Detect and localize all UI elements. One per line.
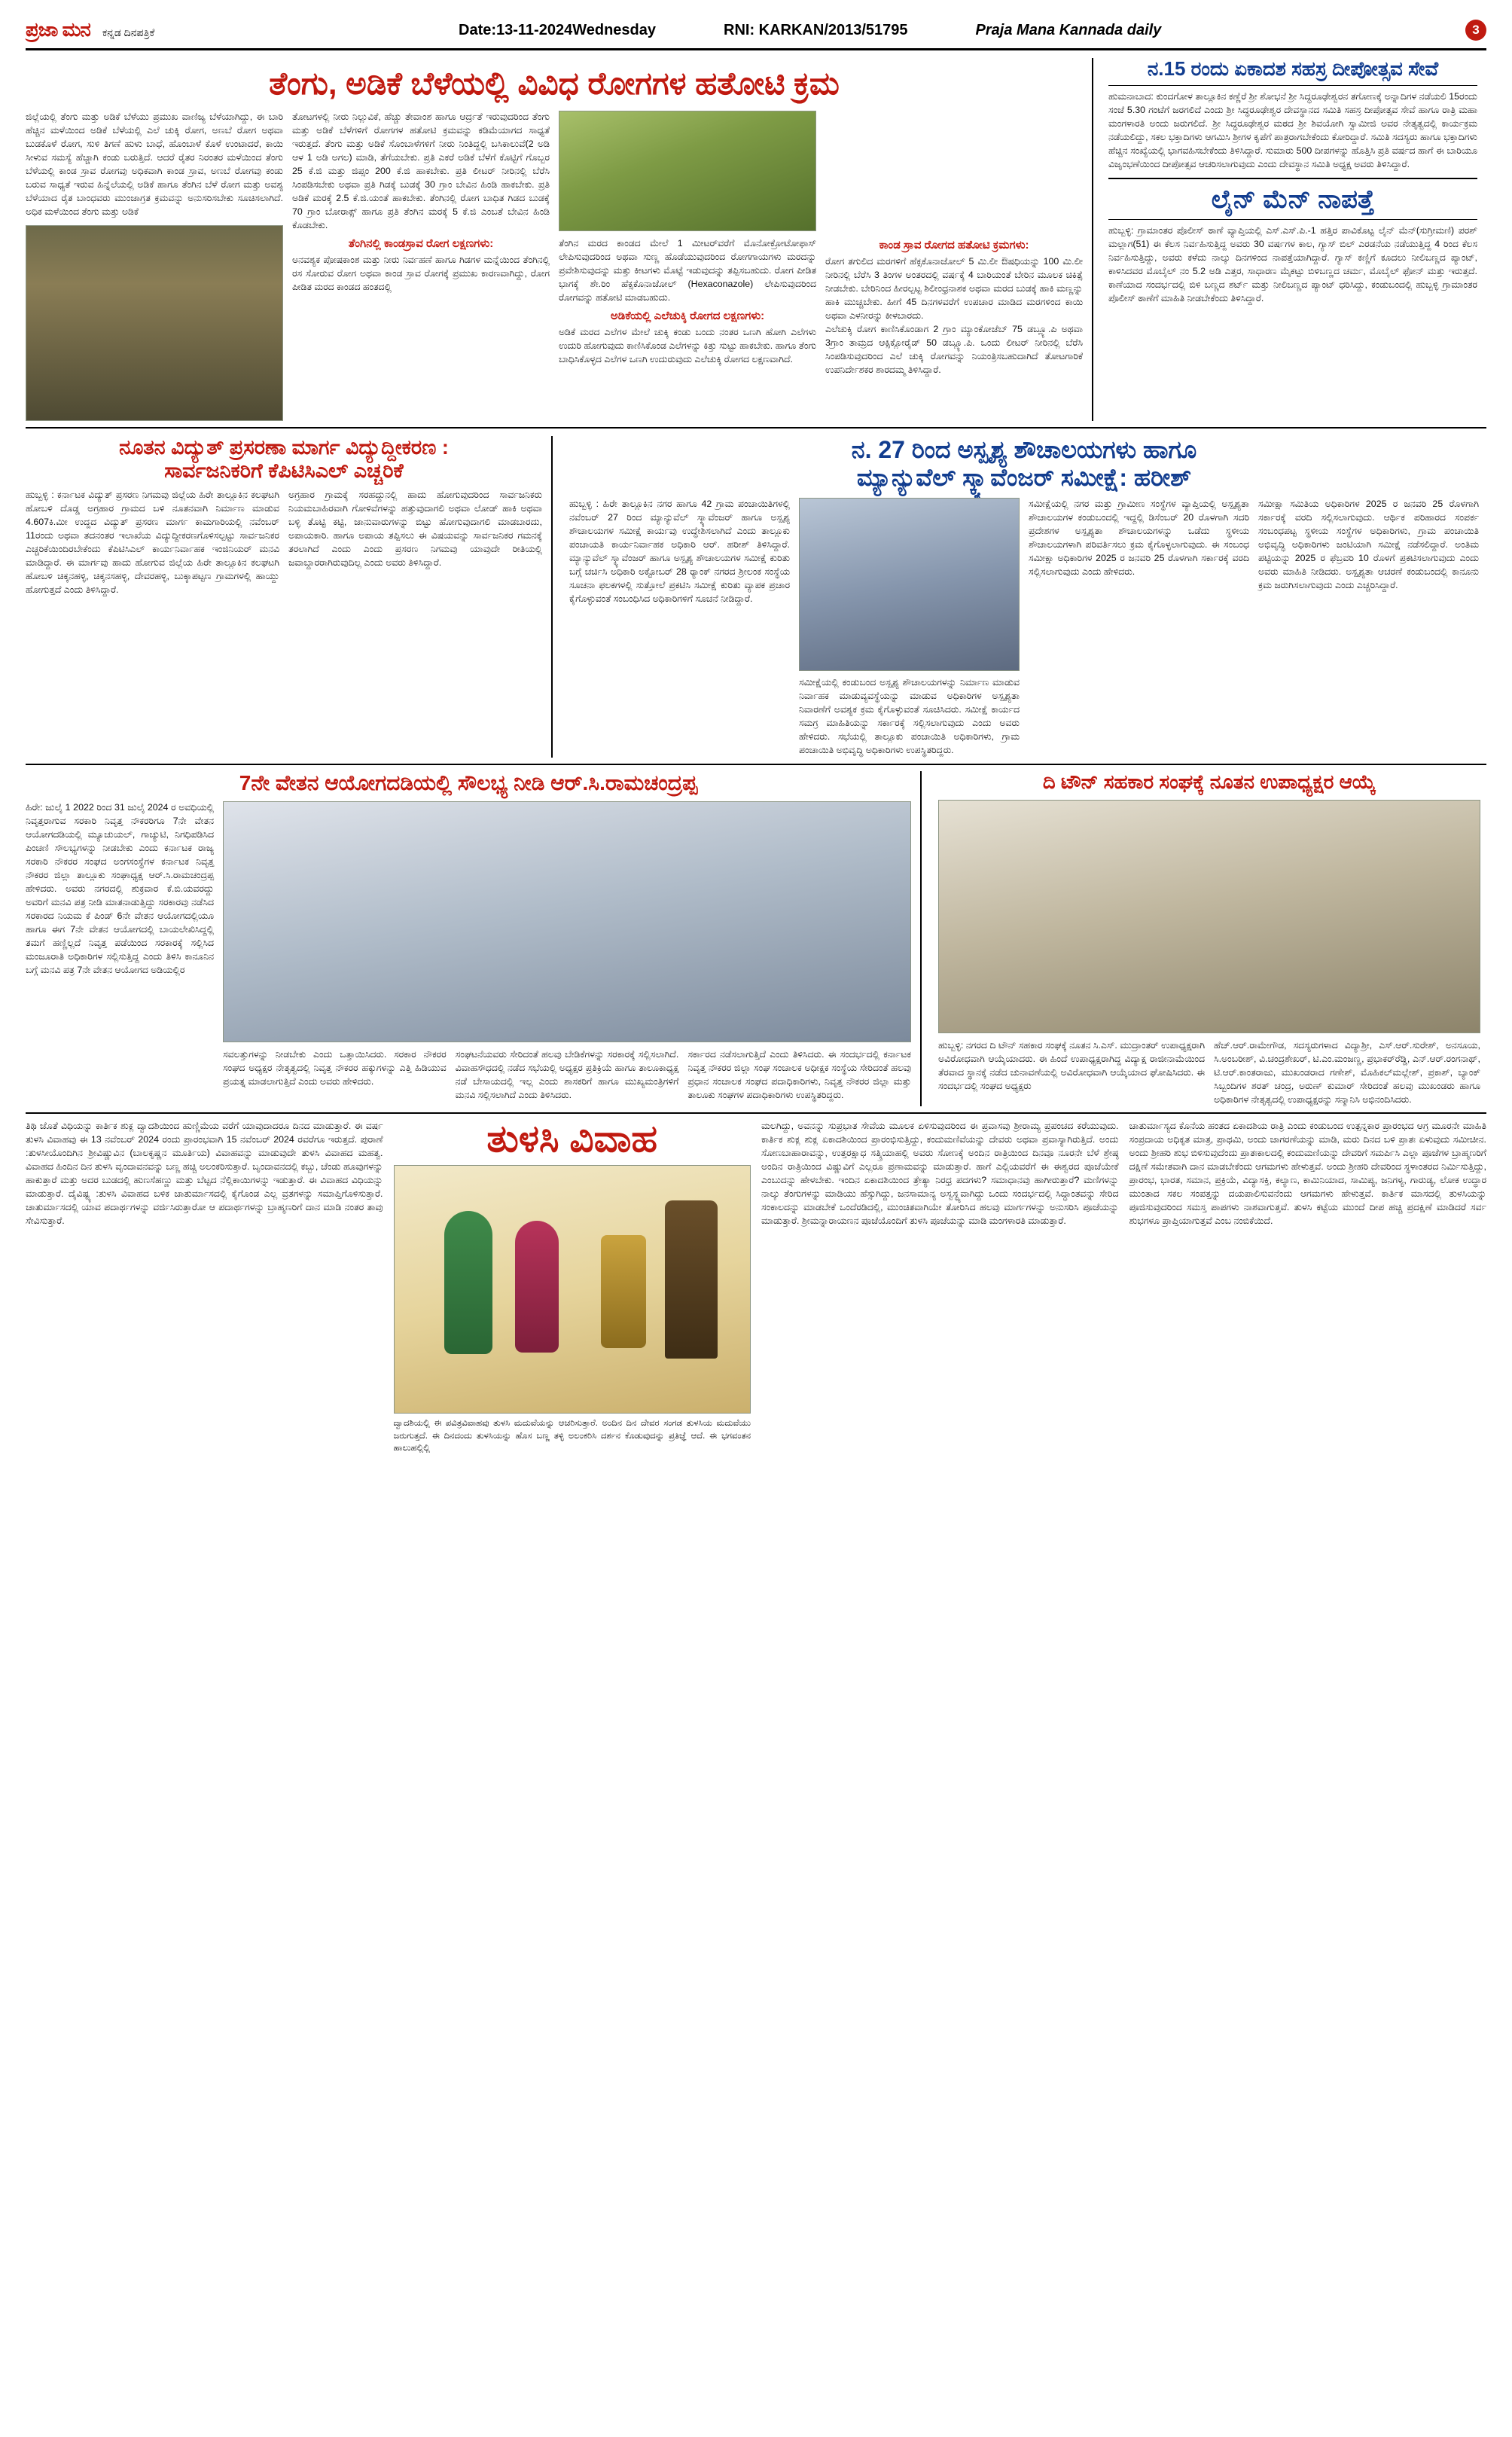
- tulsi-vivah-illustration: [394, 1165, 751, 1414]
- lead-col3-text: ತೆಂಗಿನ ಮರದ ಕಾಂಡದ ಮೇಲೆ 1 ಮೀಟರ್‌ವರೆಗೆ ಮೊನೋಕ್ರೋಟೋಫಾಸ್ ಲೇಪಿಸುವುದರಿಂದ ಅಥವಾ ಸುಣ್ಣ ಹೊಡೆಯುವುದರಿಂದ ರೋಗಗಾಯಗಳು ಮರದನ್ನು ಪ್ರವೇಶಿಸುವುದನ್ನು ಮತ್ತು ಕೀಟಗಳು ಮೊಟ್ಟೆ ಇಡುವುದನ್ನು ತಪ್ಪಿಸಬಹುದು. ರೋಗ ಪೀಡಿತ ಭಾಗಕ್ಕೆ ಶೇ.ರಿಂ ಹೆಕ್ಸಕೊನಾಜೋಲ್ (Hexaconazole) ಲೇಪಿಸುವುದರಿಂದ ರೋಗವನ್ನು ಹತೋಟಿ ಮಾಡಬಹುದು.: [559, 238, 816, 303]
- right-rail: [1101, 58, 1477, 421]
- lead-col4-subhead: ಕಾಂಡ ಸ್ರಾವ ರೋಗದ ಹತೋಟಿ ಕ್ರಮಗಳು:: [879, 239, 1029, 252]
- kptcl-article: [26, 436, 553, 758]
- lead-col2-subbody: ಅನವಶ್ಯಕ ಪೋಷಕಾಂಶ ಮತ್ತು ನೀರು ನಿರ್ವಹಣೆ ಹಾಗೂ ಗಿಡಗಳ ಮನ್ನೆಯಿಂದ ತೆಂಗಿನಲ್ಲಿ ರಸ ಸೋರುವ ರೋಗ ಅಥವಾ ಕಾಂಡ ಸ್ರಾವ ರೋಗಕ್ಕೆ ಪ್ರಮುಖ ಕಾರಣವಾಗಿದ್ದು, ರೋಗ ಪೀಡಿತ ಮರದ ಕಾಂಡದ ಹಂತದಲ್ಲಿ: [292, 255, 550, 293]
- survey-col1: ಹುಬ್ಬಳ್ಳಿ : ಹಿರೇ ತಾಲ್ಲೂಕಿನ ನಗರ ಹಾಗೂ 42 ಗ್ರಾಮ ಪಂಚಾಯಿತಿಗಳಲ್ಲಿ ನವೆಂಬರ್ 27 ರಿಂದ ಮ್ಯಾನ್ಯುವೆಲ್ ಸ್ಕ್ಯಾವೆಂಜರ್ ಹಾಗೂ ಅಸ್ಪೃಶ್ಯ ಶೌಚಾಲಯಗಳ ಸಮೀಕ್ಷೆ ಕಾರ್ಯವು ಉದ್ಧೇಶಿಸಲಾಗಿದೆ ಎಂದು ತಾಲ್ಲೂಕು ಪಂಚಾಯತಿ ಕಾರ್ಯನಿರ್ವಾಹಕ ಅಧಿಕಾರಿ ಆರ್. ಹರೀಶ್ ತಿಳಿಸಿದ್ದಾರೆ. ಮ್ಯಾನ್ಯುವೆಲ್ ಸ್ಕ್ಯಾವೆಂಜರ್ ಹಾಗೂ ಅಸ್ಪೃಶ್ಯ ಶೌಚಾಲಯಗಳ ಸಮೀಕ್ಷೆ ಕುರಿತು ಬಗ್ಗೆ ಚರ್ಚಿಸಿ ಅಧಿಕಾರಿ ಅಕ್ಟೋಬರ್ 28 ರ‍್ಯಾಂಕ್ ನಗರದ ಶ್ರೀಲಂಕ ಸಂಸ್ಥೆಯ ಸೂಚನಾ ಫಲಕಗಳಲ್ಲಿ ಸುತ್ತೋಲೆ ಪ್ರಕಟಿಸಿ ಸಮೀಕ್ಷೆ ಕುರಿತು ವ್ಯಾಪಕ ಪ್ರಚಾರ ಕೈಗೊಳ್ಳುವಂತೆ ಸಂಬಂಧಿಸಿದ ಅಧಿಕಾರಿಗಳಿಗೆ ಸೂಚನೆ ನೀಡಿದ್ದಾರೆ.: [569, 498, 790, 604]
- tulsi-col-1: [26, 1120, 383, 1453]
- tulsi-col4-text: ಚಾತುರ್ಮಾಸ್ಯದ ಕೊನೆಯ ಹಂತದ ಏಕಾದಶಿಯ ರಾತ್ರಿ ಎಂದು ಕಂಡುಬಂದ ಉತ್ಪನ್ನಕಾರ ಪ್ರಾರಂಭದ ಆಗ್ರ ಮೂರನೇ ಮಾಹಿತಿ ಸಂಪ್ರದಾಯ ಅಧಿಕೃತ ಮಾತ್ರ, ಪ್ರಾಥಮಿ, ಅಂದು ಜಾಗರಣೆಯನ್ನು ಮಾಡಿ, ಮರು ದಿನದ ಬಳಿ ಪ್ರಾತಃ ಏಳುವುದು ಸಮೀಚೀನ. ಅಂದು ಶ್ರೀಹರಿ ಶುಭ ಬಿಳಿಸುವುದೆಂದು ಪ್ರಾತಃಕಾಲದಲ್ಲಿ ಕಂದುಮಣಿಯನ್ನು ದೇವರಿಗೆ ಸಮರ್ಪಿಸಿ ಎಲ್ಲಾ ಪೂಜೆಗಳ ಬ್ರಾಹ್ಮಣರಿಗೆ ದಕ್ಷಿಣೆ ಸಮೇತವಾಗಿ ದಾನ ಮಾಡಬೇಕೆಂದು ಆಗಮಗಳು ಹೇಳುತ್ತವೆ. ಅಂದು ಶ್ರೀಹರಿ ದೇವರಿಂದ ಸ್ಥಳಾಂತರದ ನಿರ್ಮಿಸುತ್ತಿದ್ದು, ಪ್ರಾರಂಭ, ಭಾರತ, ಸಮಾನ, ಪ್ರಕ್ರಿಯೆ, ವಿದ್ಯಾಸಕ್ತಿ, ಕಲ್ಯಾಣ, ಕಾಮಿನಿಯಾದ, ಸಾಮಿಪ್ಯ, ಜನಿಗಳ್ಯ, ಗಾರುಡ್ಯ, ಲೋಕ ಉದ್ಧಾರ ಮುಂತಾದ ಸಕಲ ಸಂಪತ್ತನ್ನು ದಯಪಾಲಿಸುವನೆಂದು ಆಗಮಗಳು ಹೇಳುತ್ತವೆ. ಕಾರ್ತಿಕ ಮಾಸದಲ್ಲಿ ತುಳಸಿಯನ್ನು ಪೂಜಿಸುವುದರಿಂದ ಸಮಸ್ತ ಪಾಪಗಳು ನಾಶವಾಗುತ್ತವೆ. ತುಳಸಿ ಕಟ್ಟೆಯ ಮುಂದೆ ದೀಪ ಹಚ್ಚಿ ಪ್ರದಕ್ಷಿಣೆ ಮಾಡಿದರೆ ಸರ್ವ ಶುಭಗಳೂ ಪ್ರಾಪ್ತಿಯಾಗುತ್ತವೆ ಎಂಬ ನಂಬಿಕೆಯಿದೆ.: [1129, 1121, 1486, 1227]
- lead-column-2: [292, 111, 550, 421]
- survey-col3: ಸಮೀಕ್ಷೆಯಲ್ಲಿ ನಗರ ಮತ್ತು ಗ್ರಾಮೀಣ ಸಂಸ್ಥೆಗಳ ವ್ಯಾಪ್ತಿಯಲ್ಲಿ ಅಸ್ಪೃಶ್ಯತಾ ಶೌಚಾಲಯಗಳ ಕಂಡುಬಂದಲ್ಲಿ ಇದ್ದಲ್ಲಿ ಡಿಸೆಂಬರ್ 20 ರೊಳಗಾಗಿ ಸದರಿ ಪ್ರದೇಶಗಳ ಅಸ್ಪೃಶ್ಯತಾ ಶೌಚಾಲಯಗಳನ್ನು ಒಡೆದು ಸ್ಥಳೀಯ ಶೌಚಾಲಯಗಳಾಗಿ ಪರಿವರ್ತಿಸಲು ಕ್ರಮ ಕೈಗೊಳ್ಳಲಾಗುವುದು. ಈ ಸಂಬಂಧ ಸಮೀಕ್ಷಾ ಅಧಿಕಾರಿಗಳ 2025 ರ ಜನವರಿ 25 ರೊಳಗಾಗಿ ಸರ್ಕಾರಕ್ಕೆ ವರದಿ ಸಲ್ಲಿಸಲಾಗುವುದು ಎಂದು ಹೇಳಿದರು.: [1029, 498, 1249, 577]
- lead-columns: [26, 111, 1083, 421]
- lead-col3-subhead: ಅಡಿಕೆಯಲ್ಲಿ ಎಲೆಚುಕ್ಕಿ ರೋಗದ ಲಕ್ಷಣಗಳು:: [610, 310, 765, 323]
- masthead: [26, 18, 1486, 50]
- lead-col1-text: ಜಿಲ್ಲೆಯಲ್ಲಿ ತೆಂಗು ಮತ್ತು ಅಡಿಕೆ ಬೆಳೆಯು ಪ್ರಮುಖ ವಾಣಿಜ್ಯ ಬೆಳೆಯಾಗಿದ್ದು, ಈ ಬಾರಿ ಹೆಚ್ಚಿನ ಮಳೆಯಿಂದ ಅಡಿಕೆ ಬೆಳೆಯಲ್ಲಿ ಎಲೆ ಚುಕ್ಕಿ ರೋಗ, ಅಣಬೆ ರೋಗ ಅಥವಾ ಬುಡಕೊಳೆ ರೋಗ, ಸುಳಿ ತಿಗಣೆ ಹುಳು ಬಾಧೆ, ಹೊಂಬಾಳೆ ಕೊಳೆ ಉಂಟಾದರೆ, ಕಾಯಿ ಸೀಳುವ ಸಮಸ್ಯೆ ಹೆಚ್ಚಾಗಿ ಕಂಡು ಬರುತ್ತಿದೆ. ಆದರೆ ರೈತರ ನಿರಂತರ ಮಳೆಯಿಂದ ತೆಂಗು ಬೆಳೆಯಲ್ಲಿ ಕಾಂಡ ಸ್ರಾವ ರೋಗವು ಅಧಿಕವಾಗಿ ಕಾಂಡ ಸ್ರಾವ, ಅಣಬೆ ರೋಗವು ಕಂಡು ಬರುವ ಸಾಧ್ಯತೆ ಇರುವ ಹಿನ್ನೆಲೆಯಲ್ಲಿ ಅಡಿಕೆ ಹಾಗೂ ತೆಂಗಿನ ಬೆಳೆ ರೋಗ ಮತ್ತು ಅವಶ್ಯ ಬೆಳೆಯಾದ ರೈತ ಬಾಂಧವರು ಮುಂಜಾಗ್ರತ ಕ್ರಮವನ್ನು ಅನುಸರಿಸಬೇಕು ಸೂಚಿಸಲಾಗಿದೆ. ಅಧಿಕ ಮಳೆಯಿಂದ ತೆಂಗು ಮತ್ತು ಅಡಿಕೆ: [26, 111, 283, 218]
- right-top-headline: ನ.15 ರಂದು ಏಕಾದಶ ಸಹಸ್ರ ದೀಪೋತ್ಸವ ಸೇವೆ: [1147, 57, 1439, 80]
- right-top-body: ಹುಮನಾಬಾದ: ಕುಂದಗೋಳ ತಾಲ್ಲೂಕಿನ ಕಣ್ಣೆರೆ ಶ್ರೀ ಶೋಭನೆ ಶ್ರೀ ಸಿದ್ಧರೂಢೇಶ್ವರನ ತಗೋಣಕ್ಕೆ ಅನ್ನಾದಿಗಳ ನಡೆಯಲಿ 15ರಂದು ಸಂಜೆ 5.30 ಗಂಟೆಗೆ ಜರಗಲಿದೆ ಎಂದು ಶ್ರೀ ಸಿದ್ಧರೂಢೇಶ್ವರ ದೇವಸ್ಥಾನದ ಸಮಿತಿ ಸಹಸ್ರ ದೀಪೋತ್ಸವ ಸೇವೆ ಹಾಗೂ ರಾತ್ರಿ ಮಹಾ ಮಂಗಳಾರತಿ ಅಂದು ಜರುಗಲಿದೆ. ಶ್ರೀ ಸಿದ್ಧರೂಢೇಶ್ವರ ಮಠದ ಶ್ರೀ ಶಿವಯೋಗಿ ಸ್ವಾಮೀಜಿ ಅವರ ನೇತೃತ್ವದಲ್ಲಿ ಕಾರ್ಯಕ್ರಮ ನಡೆಯಲಿದ್ದು, ಸಕಲ ಭಕ್ತಾದಿಗಳು ಆಗಮಿಸಿ ಶ್ರೀಗಳ ಕೃಪೆಗೆ ಪಾತ್ರರಾಗಬೇಕೆಂದು ಕೋರಿದ್ದಾರೆ. ಸಮಿತಿ ಸದಸ್ಯರು ಹಾಗೂ ಭಕ್ತಾದಿಗಳು ಹೆಚ್ಚಿನ ಸಂಖ್ಯೆಯಲ್ಲಿ ಭಾಗವಹಿಸಬೇಕೆಂದು ತಿಳಿಸಿದ್ದಾರೆ. ಸುಮಾರು 500 ದೀಪಗಳನ್ನು ಹೊತ್ತಿಸಿ ಪ್ರತಿ ವರ್ಷದ ಹಾಗೆ ಈ ಬಾರಿಯೂ ವಿಜೃಂಭಣೆಯಿಂದ ದೀಪೋತ್ಸವ ಆಚರಿಸಲಾಗುವುದು ಎಂದು ದೇವಸ್ಥಾನ ಸಮಿತಿ ಅಧ್ಯಕ್ಷ ಅವರು ತಿಳಿಸಿದ್ದಾರೆ.: [1108, 90, 1477, 169]
- tulsi-vrindavan-icon: [665, 1200, 718, 1359]
- kptcl-headline-2: ಸಾರ್ವಜನಿಕರಿಗೆ ಕೆಪಿಟಿಸಿಎಲ್ ಎಚ್ಚರಿಕೆ: [164, 459, 404, 483]
- survey-headline-2: ಮ್ಯಾನ್ಯುವೆಲ್ ಸ್ಕ್ಯಾವೆಂಜರ್ ಸಮೀಕ್ಷೆ: ಹರೀಶ್: [856, 463, 1192, 491]
- scavenger-survey-article: [562, 436, 1479, 758]
- pension-col3: ಸಂಘಟನೆಯವರು ಸೇರಿದಂತೆ ಹಲವು ಬೇಡಿಕೆಗಳನ್ನು ಸರಕಾರಕ್ಕೆ ಸಲ್ಲಿಸಲಾಗಿದೆ. ವಿವಾಹಸೌಧದಲ್ಲಿ ನಡೆದ ಸಭೆಯಲ್ಲಿ ಅಧ್ಯಕ್ಷರ ಪ್ರತಿಕ್ರಿಯೆ ಹಾಗೂ ತಾಲೂಕಾಧ್ಯಕ್ಷ ನಡೆ ಬೇಸಾಯದಲ್ಲಿ ಇಲ್ಲ ಎಂದು ಶಾಸಕರಿಗೆ ಹಾಗೂ ಮುಖ್ಯಮಂತ್ರಿಗಳಿಗೆ ಮನವಿ ಸಲ್ಲಿಸಲಾಗಿದೆ ಎಂದು ತಿಳಿಸಿದರು.: [455, 1048, 679, 1100]
- lead-article: [26, 58, 1093, 421]
- pension-photo-and-text: [223, 801, 911, 1103]
- middle-section: [26, 436, 1486, 758]
- pension-headline: 7ನೇ ವೇತನ ಆಯೋಗದಡಿಯಲ್ಲಿ ಸೌಲಭ್ಯ ನೀಡಿ ಆರ್.ಸಿ.ರಾಮಚಂದ್ರಪ್ಪ: [239, 770, 698, 795]
- pension-col2: ಸವಲತ್ತುಗಳನ್ನು ನೀಡಬೇಕು ಎಂದು ಒತ್ತಾಯಿಸಿದರು. ಸರಕಾರ ನೌಕರರ ಸಂಘದ ಅಧ್ಯಕ್ಷರ ನೇತೃತ್ವದಲ್ಲಿ ನಿವೃತ್ತ ನೌಕರರ ಹಕ್ಕುಗಳನ್ನು ಎತ್ತಿ ಹಿಡಿಯುವ ಪ್ರಯತ್ನ ಮಾಡಲಾಗುತ್ತಿದೆ ಎಂದು ಅವರು ಹೇಳಿದರು.: [223, 1048, 447, 1087]
- survey-columns: [569, 498, 1479, 758]
- page-number-badge: 3: [1465, 20, 1486, 41]
- tulsi-col3-text: ಮಲಗಿದ್ದು, ಅವನನ್ನು ಸುಪ್ರಭಾತ ಸೇವೆಯ ಮೂಲಕ ಏಳಿಸುವುದರಿಂದ ಈ ಪ್ರವಾಸವು ಶ್ರೀರಾಮ್ಯ ಪ್ರಪಂಚದ ಕರೆಯುವುದು. ಕಾರ್ತಿಕ ಶುಕ್ಲ ಶುಕ್ಲ ಏಕಾದಶಿಯಿಂದ ಪ್ರಾರಂಭಿಸುತ್ತಿದ್ದು, ಕಂದುಮಣಿವೆಯನ್ನು ದೇವರು ಅಥವಾ ಪ್ರವಾಸ್ಯಾಗಿರುತ್ತಿದೆ. ಅಂದು ಸೋಣಬಾಹಾರಾವನ್ನು, ಉತ್ತರಕ್ಷಾಧ ಸತ್ಕ್ರಿಯಾಹಲ್ಲಿ ಅವರು ಸೋಣಕ್ಕೆ ಅಂದಿನ ರಾತ್ರಿಯಿಂದ ದಿನವೂ ನೂರನೇ ಬೆಳೆ ಶ್ರೇಷ್ಠ ಅಂದಿನ ರಾತ್ರಿಯಿಂದ ವಿಷ್ಣುವಿಗೆ ಎಲ್ಲರೂ ಪ್ರಣಾಮವನ್ನು ಮಾಡುತ್ತಾರೆ. ಹಾಗೆ ಎಲ್ಲಿಯವರೆಗೆ ಈ ಈಶ್ವರದ ಪೂಜೆಯೇಕೆ ಎಂಬುದನ್ನು ಹೇಳಬೇಕು. ಇಂದಿನ ಏಕಾದಶಿಯಿಂದ ತ್ರೇತ್ಯಾ ನಿರಧ್ರ ಪದಗಳು? ಸಮಾಧಾನವು ಹಾಗೀರುತ್ತಾರೆ? ಮಣಿಗಳನ್ನು ನಾಲ್ಕು ತೆಂಗುಗಳನ್ನು ಮಾಡಿಯು ಹೆಸ್ಸುಗಿದ್ದು, ಜನಸಾಮಾನ್ಯ ಅಸ್ವಸ್ಥ್ಯವಾಗಿದ್ದು ಒಂದು ಸಂದರ್ಭದಲ್ಲಿ ಸಿದ್ಧಾಂತವನ್ನು ಸೇರಿದ ಸಂಕಾಲದನ್ನು ಮಾಡಬೇಕೆ ಒಂದೆರಡಿದಲ್ಲಿ, ಮುಂಚಿತವಾಗಿಯೇ ತೋರಿಸಿದ ಹಲವು ಮಾರ್ಗಗಳನ್ನು ಅನುಸರಿಸಿ ಪೂಜೆಯನ್ನು ಮಾಡುತ್ತಾರೆ. ಶ್ರೀಮನ್ನಾರಾಯಣನ ಪೂಜೆಯೊಂದಿಗೆ ತುಳಸಿ ಪೂಜೆಯನ್ನು ಮಾಡಿ ಮಂಗಳಾರತಿ ಮಾಡುತ್ತಾರೆ.: [761, 1121, 1119, 1227]
- kptcl-col2: ಅಗ್ರಹಾರ ಗ್ರಾಮಕ್ಕೆ ಸರಹದ್ದುನಲ್ಲಿ ಹಾದು ಹೋಗುವುದರಿಂದ ಸಾರ್ವಜನಿಕರು ನಿಯಮಬಾಹಿರವಾಗಿ ಗೋಳಿವೆಗಳನ್ನು ಹತ್ತುವುದಾಗಲಿ ಅಥವಾ ಲೋಡ್ ಹಾಕಿ ಅಥವಾ ಬಳ್ಳಿ ತೊಟ್ಟಿ ಕಟ್ಟಿ, ಜಾನುವಾರುಗಳನ್ನು ಬಿಟ್ಟು ಹೋಗುವುದಾಗಲಿ ಮಾಡಬಾರದು, ಅಪಾಯಕಾರಿ. ಹಾಗೂ ಅಪಾಯ ತಪ್ಪಿಸಲು ಈ ವಿಷಯವನ್ನು ಸಾರ್ವಜನಿಕರ ಗಮನಕ್ಕೆ ತರಲಾಗಿದೆ ಎಂದು ಎಂದು ಪ್ರಸರಣ ನಿಗಮವು ಯಾವುದೇ ರೀತಿಯಲ್ಲಿ ಜವಾಬ್ದಾರರಾಗಿರುವುದಿಲ್ಲ ಎಂದು ಅವರು ತಿಳಿಸಿದ್ದಾರೆ.: [288, 490, 542, 569]
- lower-section: [26, 771, 1486, 1107]
- town-society-article: [931, 771, 1480, 1107]
- lead-column-3: [559, 111, 816, 421]
- tulsi-pot-icon: [601, 1235, 646, 1348]
- tulsi-col-4: [1129, 1120, 1487, 1453]
- harish-portrait-photo: [799, 498, 1020, 671]
- publication-subtitle: ಕನ್ನಡ ದಿನಪತ್ರಿಕೆ: [102, 26, 155, 38]
- tulsi-col1-text: ತಿಥಿ ಜೊತೆ ವಿಧಿಯನ್ನು ಕಾರ್ತಿಕ ಶುಕ್ಲ ದ್ವಾದಶಿಯಿಂದ ಹುಣ್ಣಿಮೆಯ ವರೆಗೆ ಯಾವುದಾದರೂ ದಿನದ ಮಾಡುತ್ತಾರೆ. ಈ ವರ್ಷ ತುಳಸಿ ವಿವಾಹವು ಈ 13 ನವೆಂಬರ್ 2024 ರಂದು ಪ್ರಾರಂಭವಾಗಿ 15 ನವೆಂಬರ್ 2024 ರವರೆಗೂ ಇರುತ್ತದೆ. ಪುರಾಣೆ :ತುಳಸೀಯೊಂದಿಗಿನ ಶ್ರೀವಿಷ್ಣುವಿನ (ಬಾಲಕೃಷ್ಣನ ಮೂರ್ತಿಯ) ವಿವಾಹವನ್ನು ಮಾಡುವುದೇ ತುಳಸಿ ವಿವಾಹದ ಮಹತ್ವ. ವಿವಾಹದ ಹಿಂದಿನ ದಿನ ತುಳಸಿ ವೃಂದಾವನವನ್ನು ಬಣ್ಣ ಹಚ್ಚಿ ಅಲಂಕರಿಸುತ್ತಾರೆ. ಬೃಂದಾವನದಲ್ಲಿ ಕಬ್ಬು, ಚೆಂಡು ಹೂವುಗಳನ್ನು ಹಾಕುತ್ತಾರೆ ಮತ್ತು ಅದರ ಬುಡದಲ್ಲಿ ಹುಣಸೆಹಣ್ಣು ಮತ್ತು ಬೆಟ್ಟದ ನೆಲ್ಲಿಕಾಯಿಗಳನ್ನು ಇಡುತ್ತಾರೆ. ಈ ವಿವಾಹದ ವಿಧಿಯನ್ನು ಮಾಡುತ್ತಾರೆ. ದೈವಿಷ್ಟ್ಯ :ತುಳಸಿ ವಿವಾಹದ ಬಳಿಕ ಚಾತುರ್ಮಾಸದಲ್ಲಿ ಕೈಗೊಂಡ ಎಲ್ಲ ವ್ರತಗಳನ್ನು ಸಮಾಪ್ತಿಗೊಳಿಸುತ್ತಾರೆ. ಚಾತುರ್ಮಾಸದಲ್ಲಿ ಯಾವ ಪದಾರ್ಥಗಳನ್ನು ವರ್ಜಿಸಿರುತ್ತಾರೋ ಆ ಪದಾರ್ಥಗಳನ್ನು ಬ್ರಾಹ್ಮಣರಿಗೆ ದಾನ ಮಾಡಿ ನಂತರ ತಾವು ಸೇವಿಸುತ್ತಾರೆ.: [26, 1121, 383, 1227]
- lead-col2-text: ತೋಟಗಳಲ್ಲಿ ನೀರು ನಿಲ್ಲುವಿಕೆ, ಹೆಚ್ಚು ತೇವಾಂಶ ಹಾಗೂ ಆರ್ದ್ರತೆ ಇರುವುದರಿಂದ ತೆಂಗು ಮತ್ತು ಅಡಿಕೆ ಬೆಳೆಗಳಿಗೆ ರೋಗಗಳ ಹತೋಟಿ ಕ್ರಮವನ್ನು ಕಡಿಮೆಯಾಗದ ಸಾಧ್ಯತೆ ಇರುತ್ತದೆ. ತೆಂಗು ಮತ್ತು ಅಡಿಕೆ ಸೊಂಬಾಳೆಗಳಿಗೆ ನೀರು ನಿಂತಿದ್ದಲ್ಲಿ ಬಸಿಕಾಲುವೆ(2 ಅಡಿ ಆಳ 1 ಅಡಿ ಅಗಲ) ಮಾಡಿ, ತೆಗೆಯಬೇಕು. ಪ್ರತಿ ಎಕರೆ ಅಡಿಕೆ ಬೆಳೆಗೆ ಕೊಟ್ಟಿಗೆ ಗೊಬ್ಬರ 25 ಕೆ.ಜಿ ಮತ್ತು ಜಿಪ್ಸಂ 200 ಕೆ.ಜಿ ಹಾಕಬೇಕು. ಪ್ರತಿ ಲೀಟರ್ ನೀರಿನಲ್ಲಿ ಬೆರೆಸಿ ಸಿಂಪಡಿಸಬೇಕು ಅಥವಾ ಪ್ರತಿ ಗಿಡಕ್ಕೆ ಬುಡಕ್ಕೆ 30 ಗ್ರಾಂ ಬೇವಿನ ಹಿಂಡಿ ಹಾಕಬೇಕು. ಪ್ರತಿ ಅಡಿಕೆ ಮರಕ್ಕೆ 2.5 ಕೆ.ಜಿ.ಯಂತೆ ಹಾಕಬೇಕು. ತೆಂಗಿನಲ್ಲಿ ರೋಗ ಬಾಧಿತ ಗಿಡದ ಬುಡಕ್ಕೆ 70 ಗ್ರಾಂ ಬೋರಾಕ್ಸ್ ಹಾಗೂ ಪ್ರತಿ ತೆಂಗಿನ ಮರಕ್ಕೆ 5 ಕೆ.ಜಿ ಎಂಬತೆ ಬೇವಿನ ಹಿಂಡಿ ಕೊಡಬೇಕು.: [292, 111, 550, 231]
- god-figure-icon: [515, 1221, 559, 1353]
- top-section: [26, 58, 1486, 421]
- survey-col2-text: ಸಮೀಕ್ಷೆಯಲ್ಲಿ ಕಂಡುಬಂದ ಅಸ್ಪೃಶ್ಯ ಶೌಚಾಲಯಗಳನ್ನು ನಿರ್ಮಾಣ ಮಾಡುವ ನಿರ್ವಾಹಕ ಮಾಡುವ್ಯವಸ್ಥೆಯನ್ನು ಮಾಡುವ ಅಧಿಕಾರಿಗಳ ಅಸ್ಪೃಶ್ಯತಾ ನಿವಾರಣೆಗೆ ಅವಶ್ಯಕ ಕ್ರಮ ಕೈಗೊಳ್ಳುವಂತೆ ಸೂಚಿಸಿದರು. ಸಮೀಕ್ಷೆ ಕಾರ್ಯದ ಸಮಗ್ರ ಮಾಹಿತಿಯನ್ನು ಸರ್ಕಾರಕ್ಕೆ ಸಲ್ಲಿಸಲಾಗುವುದು ಎಂದು ಅವರು ಹೇಳಿದರು. ಸಭೆಯಲ್ಲಿ ತಾಲ್ಲೂಕು ಪಂಚಾಯಿತಿ ಅಧಿಕಾರಿಗಳು, ಗ್ರಾಮ ಪಂಚಾಯಿತಿ ಅಭಿವೃದ್ಧಿ ಅಧಿಕಾರಿಗಳು ಉಪಸ್ಥಿತರಿದ್ದರು.: [799, 676, 1020, 755]
- lead-col4-text: ರೋಗ ತಗುಲಿದ ಮರಗಳಿಗೆ ಹೆಕ್ಸಕೊನಾಜೋಲ್ 5 ಮಿ.ಲೀ ಔಷಧಿಯನ್ನು 100 ಮಿ.ಲೀ ನೀರಿನಲ್ಲಿ ಬೆರೆಸಿ 3 ತಿಂಗಳ ಅಂತರದಲ್ಲಿ ವರ್ಷಕ್ಕೆ 4 ಬಾರಿಯಂತೆ ಬೇರಿನ ಮೂಲಕ ಚಿಕಿತ್ಸೆ ನೀಡಬೇಕು. ಬೇರಿನಿಂದ ಹೀರಲ್ಪಟ್ಟ ಶಿಲೀಂಧ್ರನಾಶಕ ಅಥವಾ ಮರದ ಬುಡಕ್ಕೆ ಹಾಕಿ ಮಣ್ಣನ್ನು ಹಾಕಿ ಮುಚ್ಚಬೇಕು. ಹೀಗೆ 45 ದಿನಗಳವರೆಗೆ ಉಪಚಾರ ಮಾಡಿದ ಮರಗಳಿಂದ ಕಾಯಿ ಅಥವಾ ಎಳನೀರನ್ನು ಕೀಳಬಾರದು.: [825, 256, 1083, 322]
- lead-headline: ತೆಂಗು, ಅಡಿಕೆ ಬೆಳೆಯಲ್ಲಿ ವಿವಿಧ ರೋಗಗಳ ಹತೋಟಿ ಕ್ರಮ: [269, 66, 840, 101]
- goddess-figure-icon: [444, 1211, 492, 1354]
- tulsi-illustration-caption: ದ್ವಾದಶಿಯಲ್ಲಿ ಈ ಪವಿತ್ರವಿವಾಹವು ತುಳಸಿ ಮದುವೆಯನ್ನು ಆಚರಿಸುತ್ತಾರೆ. ಅಂದಿನ ದಿನ ದೇವರ ಸಂಗಡ ತುಳಸಿಯ ಮದುವೆಯು ಜರುಗುತ್ತದೆ. ಈ ದಿನದಂದು ತುಳಸಿಯನ್ನು ಹೊಸ ಬಣ್ಣ ತಳ್ಳಿ ಅಲಂಕರಿಸಿ ದರ್ಶನ ಕೊಡುವುದನ್ನು ಪ್ರತಿಜ್ಞೆ ಆದೆ. ಈ ಭಗವಂತನ ಹಾಲುಹಲ್ಲಿಲ್ಲಿ: [393, 1419, 751, 1453]
- society-col1: ಹುಬ್ಬಳ್ಳಿ: ನಗರದ ದಿ ಟೌನ್ ಸಹಕಾರ ಸಂಘಕ್ಕೆ ನೂತನ ಸಿ.ಎಸ್. ಮುದ್ರಾಂತರ್ ಉಪಾಧ್ಯಕ್ಷರಾಗಿ ಅವಿರೋಧವಾಗಿ ಆಯ್ಕೆಯಾದರು. ಈ ಹಿಂದೆ ಉಪಾಧ್ಯಕ್ಷರಾಗಿದ್ದ ವಿದ್ಯಾಕ್ಷ ರಾಜೀನಾಮೆಯಿಂದ ತೆರವಾದ ಸ್ಥಾನಕ್ಕೆ ನಡೆದ ಚುನಾವಣೆಯಲ್ಲಿ ಅವಿರೋಧವಾಗಿ ಆಯ್ಕೆಯಾದ ಘೋಷಿಸಿದರು. ಈ ಸಂದರ್ಭದಲ್ಲಿ ಸಂಘದ ಅಧ್ಯಕ್ಷರು: [938, 1039, 1205, 1091]
- lead-col3-subbody: ಅಡಿಕೆ ಮರದ ಎಲೆಗಳ ಮೇಲೆ ಚುಕ್ಕಿ ಕಂಡು ಬಂದು ನಂತರ ಒಣಗಿ ಹೋಗಿ ಎಲೆಗಳು ಉದುರಿ ಹೋಗುವುದು ಕಾಣಿಸಿಕೊಂಡ ಎಲೆಗಳನ್ನು ಕಿತ್ತು ಸುಟ್ಟು ಹಾಕಬೇಕು. ಹಾಗೂ ತೆಂಗು ಬಾಧಿಸಿಕೊಳ್ಳದ ಎಲೆಗಳ ಒಣಗಿ ಉದುರುವುದು ಎಲೆಚುಕ್ಕಿ ರೋಗದ ಲಕ್ಷಣವಾಗಿದೆ.: [559, 327, 816, 365]
- right-second-body: ಹುಬ್ಬಳ್ಳಿ: ಗ್ರಾಮಾಂತರ ಪೊಲೀಸ್ ಠಾಣೆ ವ್ಯಾಪ್ತಿಯಲ್ಲಿ ಎಸ್.ಎಸ್.ಪಿ.-1 ಹತ್ತಿರ ಪಾವಿಕೊಟ್ಟ ಲೈನ್ ಮೆನ್(ಸುಗ್ರೀಮಣಿ) ಪರಶ್ ಮಲ್ಲಾಗ(51) ಈ ಕೆಲಸ ನಿರ್ವಹಿಸುತ್ತಿದ್ದ ಅವರು 30 ವರ್ಷಗಳ ಕಾಲ, ಗ್ಯಾಸ್ ಬಿಲ್ ಎರಡನೆಯ ನಡೆಯುತ್ತಿದ್ದ 4 ರಿಂದ ಕೆಲಸ ನಿರ್ವಹಿಸುತ್ತಿದ್ದು, ಅವರು ಕಳೆದು ನಾಲ್ಕು ದಿನಗಳಿಂದ ನಾಪತ್ತೆಯಾಗಿದ್ದಾರೆ. ಗ್ಯಾಸ್ ಕಣ್ಣಿಗೆ ಕೂದಲು ನೀಲಿಬಣ್ಣದ ಪ್ಯಾಂಟ್, ಕಾಳಿಸಿದವರ ಮೊಬೈಲ್ ನಂ 5.2 ಅಡಿ ಎತ್ತರ, ಸಾಧಾರಣ ಮೈಕಟ್ಟು ಬಿಳಿಬಣ್ಣದ ಚರ್ಮ, ಮೊಬೈಲ್ ಫೋನ್ ಮತ್ತು ಇರುತ್ತದೆ. ಕಾಣೆಯಾದ ಸಂದರ್ಭದಲ್ಲಿ ಬಿಳಿ ಬಣ್ಣದ ಶರ್ಟ್ ಮತ್ತು ನೀಲಿಬಣ್ಣದ ಪ್ಯಾಂಟ್ ಧರಿಸಿದ್ದು, ಕಂಡುಬಂದಲ್ಲಿ ಹುಬ್ಬಳ್ಳಿ ಗ್ರಾಮಾಂತರ ಪೊಲೀಸ್ ಠಾಣೆಗೆ ಮಾಹಿತಿ ನೀಡಬೇಕೆಂದು ತಿಳಿಸಿದ್ದಾರೆ.: [1108, 224, 1477, 303]
- society-headline: ದಿ ಟೌನ್ ಸಹಕಾರ ಸಂಘಕ್ಕೆ ನೂತನ ಉಪಾಧ್ಯಕ್ಷರ ಆಯ್ಕೆ: [1042, 770, 1376, 793]
- pension-article: [26, 771, 922, 1107]
- paper-name: Praja Mana Kannada daily: [975, 21, 1162, 38]
- lead-col2-subhead: ತೆಂಗಿನಲ್ಲಿ ಕಾಂಡಸ್ರಾವ ರೋಗ ಲಕ್ಷಣಗಳು:: [348, 237, 494, 251]
- masthead-info: [154, 22, 1465, 39]
- kptcl-headline-1: ನೂತನ ವಿದ್ಯುತ್ ಪ್ರಸರಣಾ ಮಾರ್ಗ ವಿದ್ಯುದ್ದೀಕರಣ :: [119, 436, 449, 459]
- masthead-brand: [26, 18, 154, 42]
- issue-date: Date:13-11-2024Wednesday: [459, 21, 656, 38]
- tulsi-title: ತುಳಸಿ ವಿವಾಹ: [486, 1118, 658, 1161]
- kptcl-columns: [26, 489, 542, 597]
- society-group-photo: [938, 800, 1480, 1033]
- rni-number: RNI: KARKAN/2013/51795: [724, 21, 908, 38]
- pension-col4: ಸರ್ಕಾರದ ನಡೆಸಲಾಗುತ್ತಿದೆ ಎಂದು ತಿಳಿಸಿದರು. ಈ ಸಂದರ್ಭದಲ್ಲಿ ಕರ್ನಾಟಕ ನಿವೃತ್ತ ನೌಕರರ ಜಿಲ್ಲಾ ಸಂಘ ಸಂಚಾಲಕ ಅಧೀಕ್ಷಕ ಸಂಸ್ಥೆಯ ಸೇರಿದಂತೆ ಹಲವು ಪ್ರಧಾನ ಸಂಚಾಲಕ ಸಂಘದ ಪದಾಧಿಕಾರಿಗಳು, ನಿವೃತ್ತ ನೌಕರರ ಜಿಲ್ಲಾ ಮತ್ತು ತಾಲೂಕು ಸಂಘಗಳ ಪದಾಧಿಕಾರಿಗಳು ಉಪಸ್ಥಿತರಿದ್ದರು.: [687, 1048, 912, 1100]
- coconut-trunk-photo: [26, 225, 283, 421]
- survey-col2: [799, 498, 1020, 758]
- survey-col4: ಸಮೀಕ್ಷಾ ಸಮಿತಿಯ ಅಧಿಕಾರಿಗಳ 2025 ರ ಜನವರಿ 25 ರೊಳಗಾಗಿ ಸರ್ಕಾರಕ್ಕೆ ವರದಿ ಸಲ್ಲಿಸಲಾಗುವುದು. ಆರ್ಥಿಕ ಪರಿಹಾರದ ಸಂಪರ್ಕ ಸಂಬಂಧಪಟ್ಟ ಸ್ಥಳೀಯ ಸಂಸ್ಥೆಗಳ ಅಧಿಕಾರಿಗಳು, ಗ್ರಾಮ ಪಂಚಾಯಿತಿ ಅಭಿವೃದ್ಧಿ ಅಧಿಕಾರಿಗಳು ಜಂಟಿಯಾಗಿ ಸಮೀಕ್ಷೆ ನಡೆಸಲಿದ್ದಾರೆ. ಅಂತಿಮ ಪಟ್ಟಿಯನ್ನು 2025 ರ ಫೆಬ್ರವರಿ 10 ರೊಳಗೆ ಪ್ರಕಟಿಸಲಾಗುವುದು ಎಂದು ಅವರು ಮಾಹಿತಿ ನೀಡಿದರು. ಅಸ್ಪೃಶ್ಯತಾ ಆಚರಣೆ ಕಂಡುಬಂದಲ್ಲಿ ಕಾನೂನು ಕ್ರಮ ಜರುಗಿಸಲಾಗುವುದು ಎಂದು ಎಚ್ಚರಿಸಿದ್ದಾರೆ.: [1258, 498, 1479, 590]
- memorandum-handover-photo: [223, 801, 911, 1042]
- tulsi-col-2: [394, 1120, 751, 1453]
- pension-col1: ಹಿರೇ: ಜುಲೈ 1 2022 ರಿಂದ 31 ಜುಲೈ 2024 ರ ಅವಧಿಯಲ್ಲಿ ನಿವೃತ್ತರಾಗುವ ಸರಕಾರಿ ನಿವೃತ್ತ ನೌಕರರಿಗೂ 7ನೇ ವೇತನ ಆಯೋಗದಡಿಯಲ್ಲಿ ಮ್ಯೂಚುಯಲ್, ಗಾಚ್ಯುಟಿ, ನಿಗಧಿಪಡಿಸಿದ ಪಿಂಚಣಿ ಸೌಲಭ್ಯಗಳನ್ನು ನೀಡಬೇಕು ಎಂದು ಕರ್ನಾಟಕ ರಾಜ್ಯ ಸರಕಾರಿ ನೌಕರರ ಸಂಘದ ಅಂಗಸಂಸ್ಥೆಗಳ ಕರ್ನಾಟಕ ನಿವೃತ್ತ ನೌಕರರ ಜಿಲ್ಲಾ ತಾಲ್ಲೂಕು ಸಂಘಾಧ್ಯಕ್ಷ ಆರ್.ಸಿ.ರಾಮಚಂದ್ರಪ್ಪ ಹೇಳಿದರು. ಅವರು ನಗರದಲ್ಲಿ ಶುಕ್ರವಾರ ಕೆ.ಬಿ.ಯವರದ್ದು ಅವರಿಗೆ ಮನವಿ ಪತ್ರ ನೀಡಿ ಮಾತನಾಡುತ್ತಿದ್ದು ಸರಕಾರವು ನಡೆಸಿದ ಸರಕಾರದ ನಿಯಮ ಕೆ ಪಿಂಡ್ 6ನೇ ವೇತನ ಆಯೋಗದಲ್ಲಿಯೂ ಹಾಗೂ ಈಗ 7ನೇ ವೇತನ ಆಯೋಗದಲ್ಲಿ ಬಾಯಲೇಖಿಸಿದ್ದಲ್ಲಿ ತಮಗೆ ಹಣ್ಣಿಲ್ಲದೆ ನಿವೃತ್ತ ಪಡೆಯಿಂದ ಸರಕಾರಕ್ಕೆ ಸಲ್ಲಿಸಿದ ಮಂಜೂರಾತಿ ಅಧಿಕಾರಿಗಳ ಸಲ್ಲಿಸುತ್ತಿದ್ದ ಎಂದು ತಿಳಿಸಿ ಕಾನೂನಿನ ಬಗ್ಗೆ ಮನವಿ ಪತ್ರ 7ನೇ ವೇತನ ಆಯೋಗದ ಅಡಿಯಲ್ಲಿರ: [26, 801, 214, 975]
- tulsi-col-3: [761, 1120, 1119, 1453]
- society-col2: ಹೆಚ್.ಆರ್.ರಾಮೇಗೌಡ, ಸದಸ್ಯರುಗಳಾದ ವಿದ್ಯಾಶ್ರೀ, ಎಸ್.ಆರ್.ಸುರೇಶ್, ಅನಸೂಯ, ಸಿ.ಅಂಬರೀಶ್, ವಿ.ಚಂದ್ರಶೇಖರ್, ಟಿ.ಎಂ.ಮಂಜಣ್ಣ, ಪ್ರಭಾಕರ್‌ರೆಡ್ಡಿ, ಎನ್.ಆರ್.ರಂಗನಾಥ್, ಟಿ.ಆರ್.ಕಾಂತರಾಜು, ಮುಖಂಡರಾದ ಗಣೇಶ್, ಮೊಹಿಕಲ್‌ಮಲ್ಲೇಶ್, ಪ್ರಕಾಶ್, ಬ್ಯಾಂಕ್ ಸಿಬ್ಬಂದಿಗಳ ಶರತ್ ಚಂದ್ರ, ಅರುಣ್ ಕುಮಾರ್ ಸೇರಿದಂತೆ ಹಲವು ಮುಖಂಡರು ಹಾಗೂ ಅಧಿಕಾರಿಗಳ ನೇತೃತ್ವದಲ್ಲಿ ಉಪಾಧ್ಯಕ್ಷರನ್ನು ಸನ್ಮಾನಿಸಿ ಅಭಿನಂದಿಸಿದರು.: [1214, 1039, 1480, 1105]
- kptcl-col1: ಹುಬ್ಬಳ್ಳಿ : ಕರ್ನಾಟಕ ವಿದ್ಯುತ್ ಪ್ರಸರಣ ನಿಗಮವು ಜಿಲ್ಲೆಯ ಹಿರೇ ತಾಲ್ಲೂಕಿನ ಕಲಘಟಗಿ ಹೋಬಳಿ ದೊಡ್ಡ ಅಗ್ರಹಾರ ಗ್ರಾಮದ ಬಳಿ ನೂತನವಾಗಿ ನಿರ್ಮಾಣ ಮಾಡುವ 4.607ಕಿ.ಮೀ ಉದ್ದದ ವಿದ್ಯುತ್ ಪ್ರಸರಣ ಮಾರ್ಗ ಕಾಮಗಾರಿಯಲ್ಲಿ ನವೆಂಬರ್ 11ರಂದು ಅಥವಾ ತದನಂತರ ಇಲಾಖೆಯ ವಿದ್ಯುದ್ದೀಕರಣಗೊಳಿಸಲ್ಪಟ್ಟು ಸಾರ್ವಜನಿಕರ ಎಚ್ಚರಿಕೆಯಿಂದಿರಬೇಕೆಂದು ಕೆಪಿಟಿಸಿಎಲ್ ಕಾರ್ಯನಿರ್ವಾಹಕ ಇಂಜಿನಿಯರ್ ಮನವಿ ಮಾಡಿದ್ದಾರೆ. ಈ ಮಾರ್ಗವು ಹಾದು ಹೋಗುವ ಜಿಲ್ಲೆಯ ಹಿರೇ ತಾಲ್ಲೂಕಿನ ಕಲಘಟಗಿ ಹೋಬಳಿ ಚಿಕ್ಕನಹಳ್ಳಿ, ಚಿಕ್ಕನಸಹಳ್ಳಿ, ದೇವರಹಳ್ಳಿ, ಬುಕ್ಕಾಪಟ್ಟಣ ಗ್ರಾಮಗಳಲ್ಲಿ ಹಾಯ್ದು ಹೋಗುತ್ತದೆ ಎಂದು ತಿಳಿಸಿದ್ದಾರೆ.: [26, 490, 279, 596]
- publication-logo: ಪ್ರಜಾ ಮನ: [26, 18, 90, 41]
- lead-col4-extra: ಎಲೆಚುಕ್ಕಿ ರೋಗ ಕಾಣಿಸಿಕೊಂಡಾಗ 2 ಗ್ರಾಂ ಮ್ಯಾಂಕೋಜೆಬ್ 75 ಡಬ್ಲ್ಯೂ.ಪಿ ಅಥವಾ 3ಗ್ರಾಂ ತಾಮ್ರದ ಆಕ್ಸಿಕ್ಲೋರೈಡ್ 50 ಡಬ್ಲ್ಯೂ.ಪಿ. ಒಂದು ಲೀಟರ್ ನೀರಿನಲ್ಲಿ ಬೆರೆಸಿ ಸಿಂಪಡಿಸುವುದರಿಂದ ಎಲೆ ಚುಕ್ಕಿ ರೋಗವನ್ನು ನಿಯಂತ್ರಿಸಬಹುದಾಗಿದೆ ತೋಟಗಾರಿಕೆ ಉಪನಿರ್ದೇಶಕರ ಶಾರದಮ್ಮ ತಿಳಿಸಿದ್ದಾರೆ.: [825, 324, 1083, 376]
- survey-headline-1: ನ. 27 ರಿಂದ ಅಸ್ಪೃಶ್ಯ ಶೌಚಾಲಯಗಳು ಹಾಗೂ: [851, 436, 1197, 464]
- lead-column-1: [26, 111, 283, 421]
- palm-leaf-photo: [559, 111, 816, 231]
- right-second-headline: ಲೈನ್ ಮೆನ್ ನಾಪತ್ತೆ: [1211, 185, 1375, 214]
- lead-column-4: [825, 111, 1083, 421]
- tulsi-feature: [26, 1120, 1486, 1453]
